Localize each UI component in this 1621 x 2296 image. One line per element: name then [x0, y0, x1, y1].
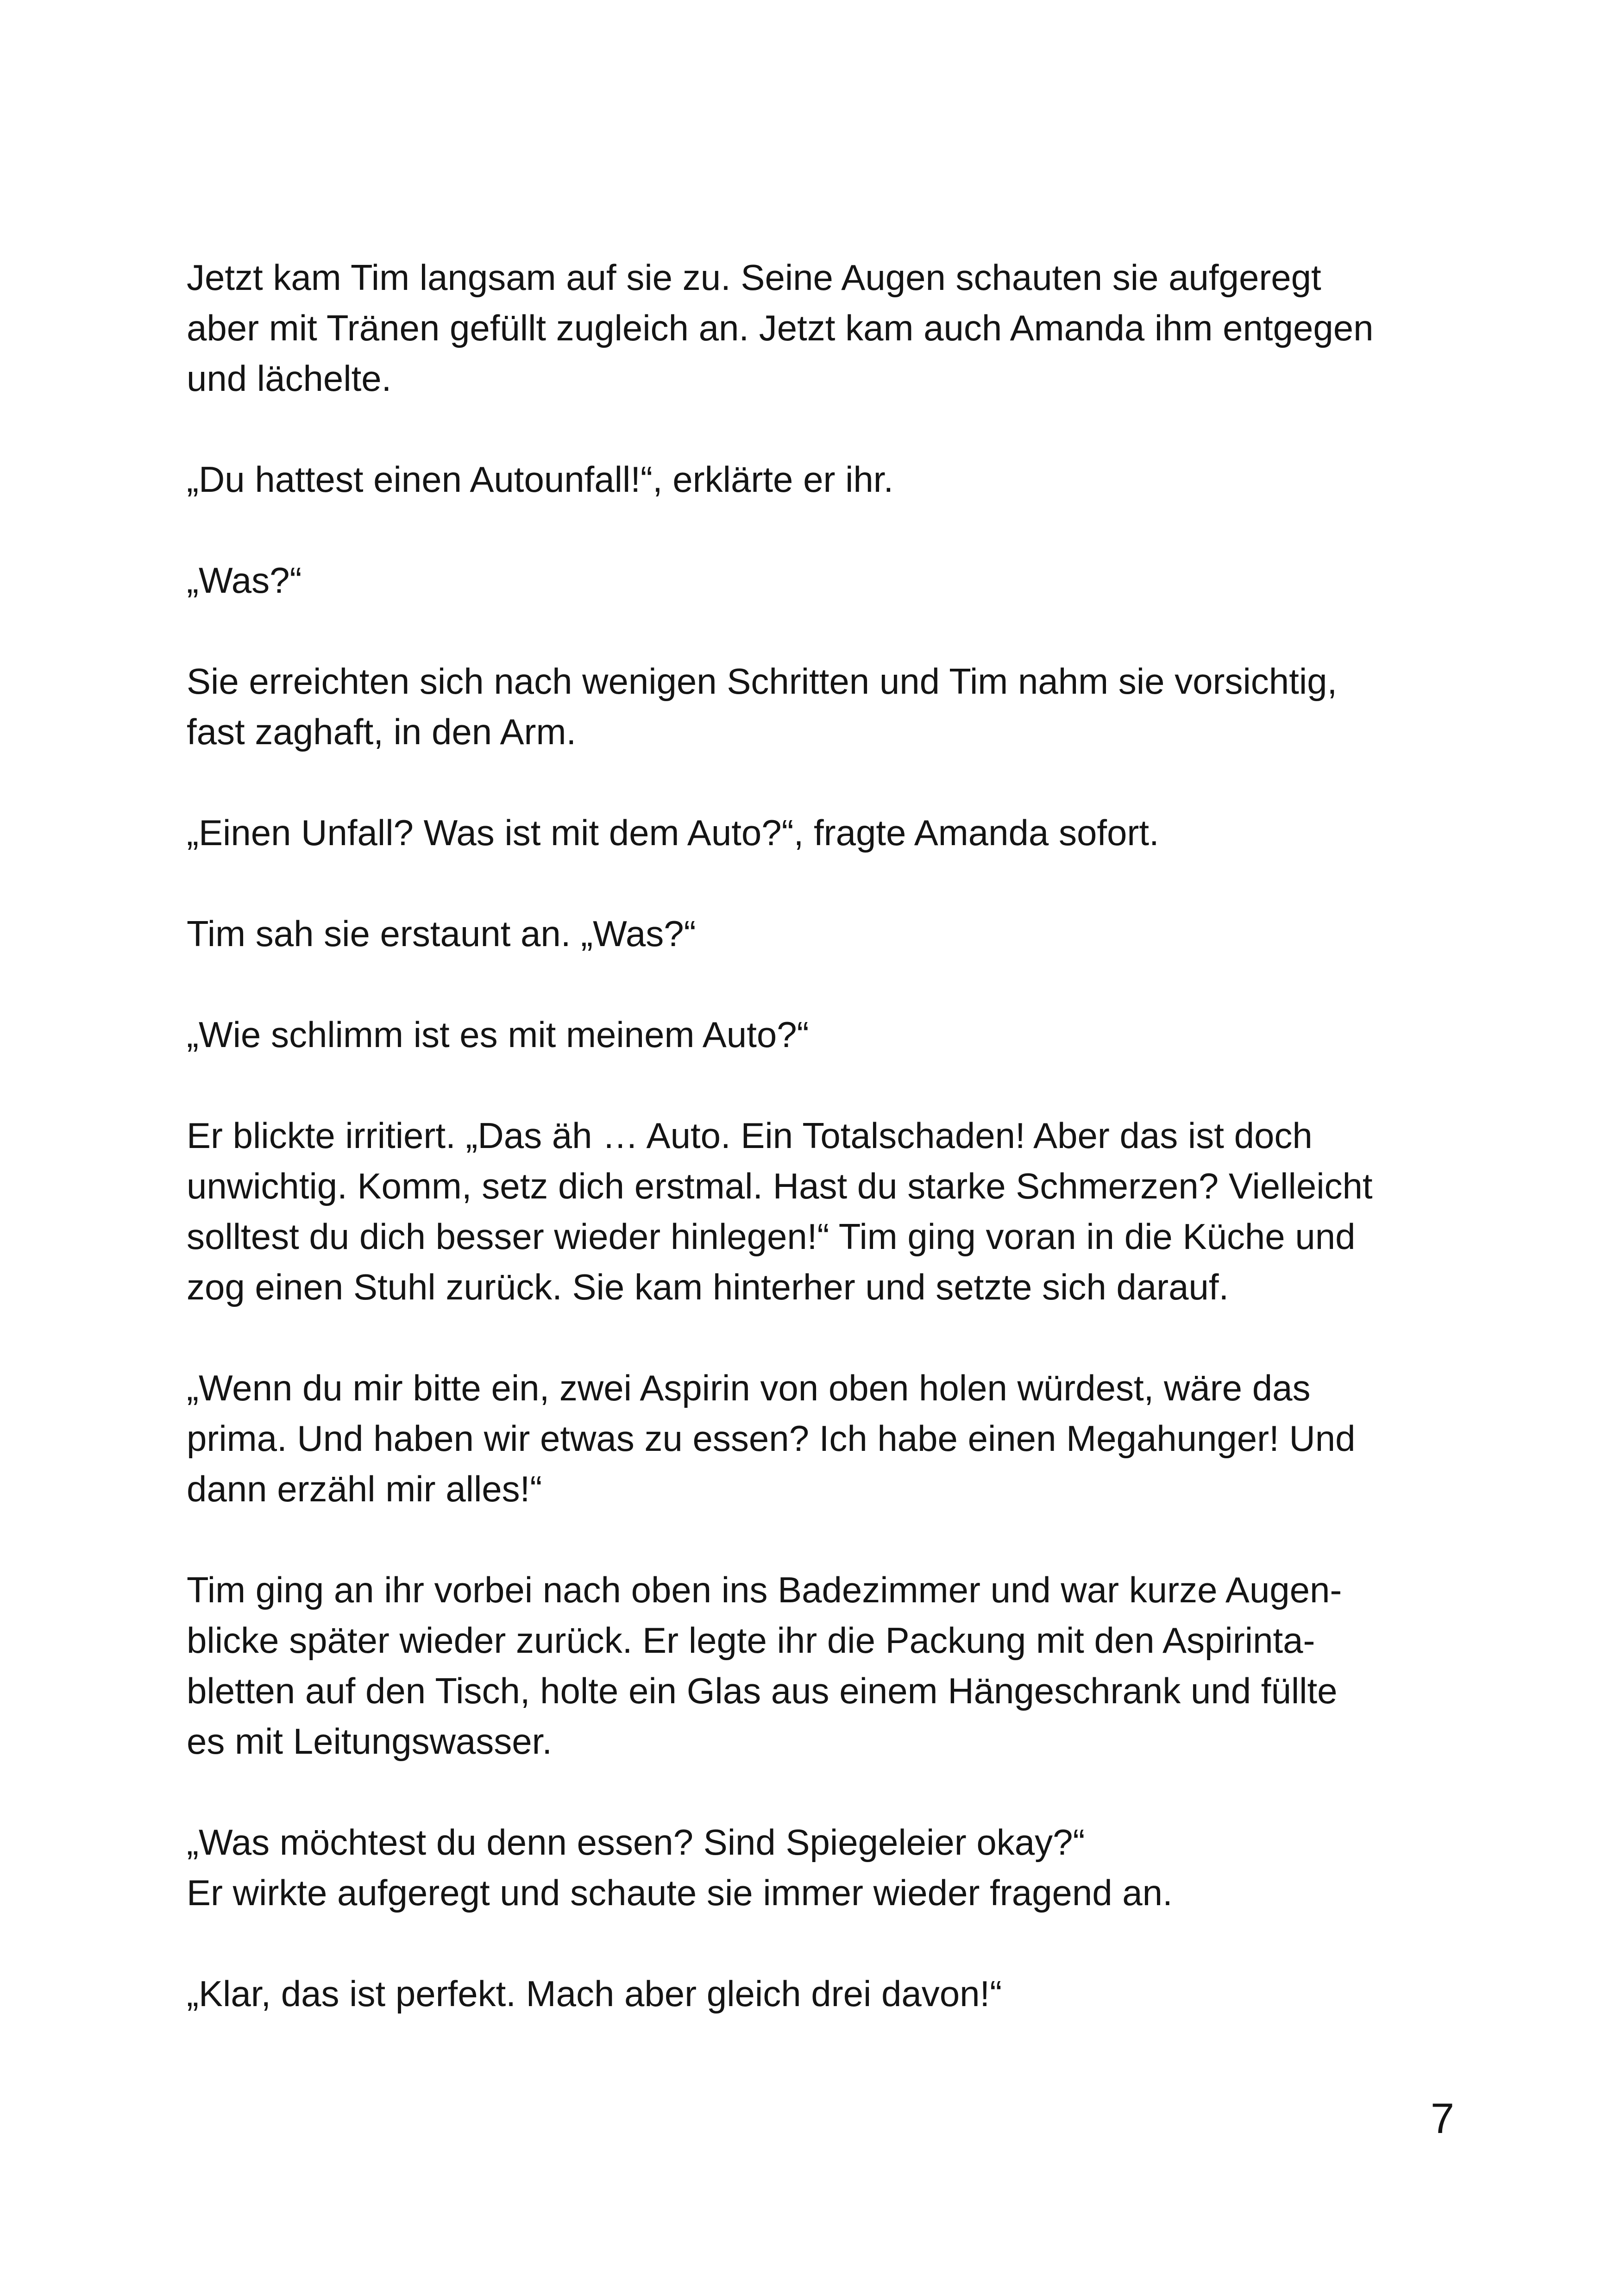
paragraph: Tim ging an ihr vorbei nach oben ins Badezimmer und war kurze Augen- blicke später wieder zurück. Er legte ihr die Packung mit den Aspirinta- bletten auf den Tisch, holte ein Glas aus einem Hängeschrank und füllte es mit Leitungswasser.: [187, 1569, 1342, 1762]
paragraph: „Wie schlimm ist es mit meinem Auto?“: [187, 1014, 809, 1055]
paragraph: „Klar, das ist perfekt. Mach aber gleich drei davon!“: [187, 1973, 1002, 2014]
paragraph: Sie erreichten sich nach wenigen Schritten und Tim nahm sie vorsichtig, fast zaghaft, in den Arm.: [187, 661, 1338, 752]
paragraph: Jetzt kam Tim langsam auf sie zu. Seine Augen schauten sie aufgeregt aber mit Tränen gefüllt zugleich an. Jetzt kam auch Amanda ihm entgegen und lächelte.: [187, 257, 1374, 399]
paragraph: „Was möchtest du denn essen? Sind Spiegeleier okay?“ Er wirkte aufgeregt und schaute sie immer wieder fragend an.: [187, 1822, 1173, 1913]
paragraph: Tim sah sie erstaunt an. „Was?“: [187, 913, 696, 954]
paragraph: „Du hattest einen Autounfall!“, erklärte er ihr.: [187, 459, 894, 500]
paragraph: „Was?“: [187, 560, 302, 601]
body-text: [187, 252, 1474, 2019]
paragraph: Er blickte irritiert. „Das äh … Auto. Ein Totalschaden! Aber das ist doch unwichtig. Komm, setz dich erstmal. Hast du starke Schmerzen? Vielleicht solltest du dich besser wieder hinlegen!“ Tim ging voran in die Küche und zog einen Stuhl zurück. Sie kam hinterher und setzte sich darauf.: [187, 1115, 1373, 1307]
paragraph: „Wenn du mir bitte ein, zwei Aspirin von oben holen würdest, wäre das prima. Und haben wir etwas zu essen? Ich habe einen Megahunger! Und dann erzähl mir alles!“: [187, 1368, 1356, 1509]
paragraph: „Einen Unfall? Was ist mit dem Auto?“, fragte Amanda sofort.: [187, 812, 1159, 853]
page-number: 7: [1430, 2095, 1454, 2142]
